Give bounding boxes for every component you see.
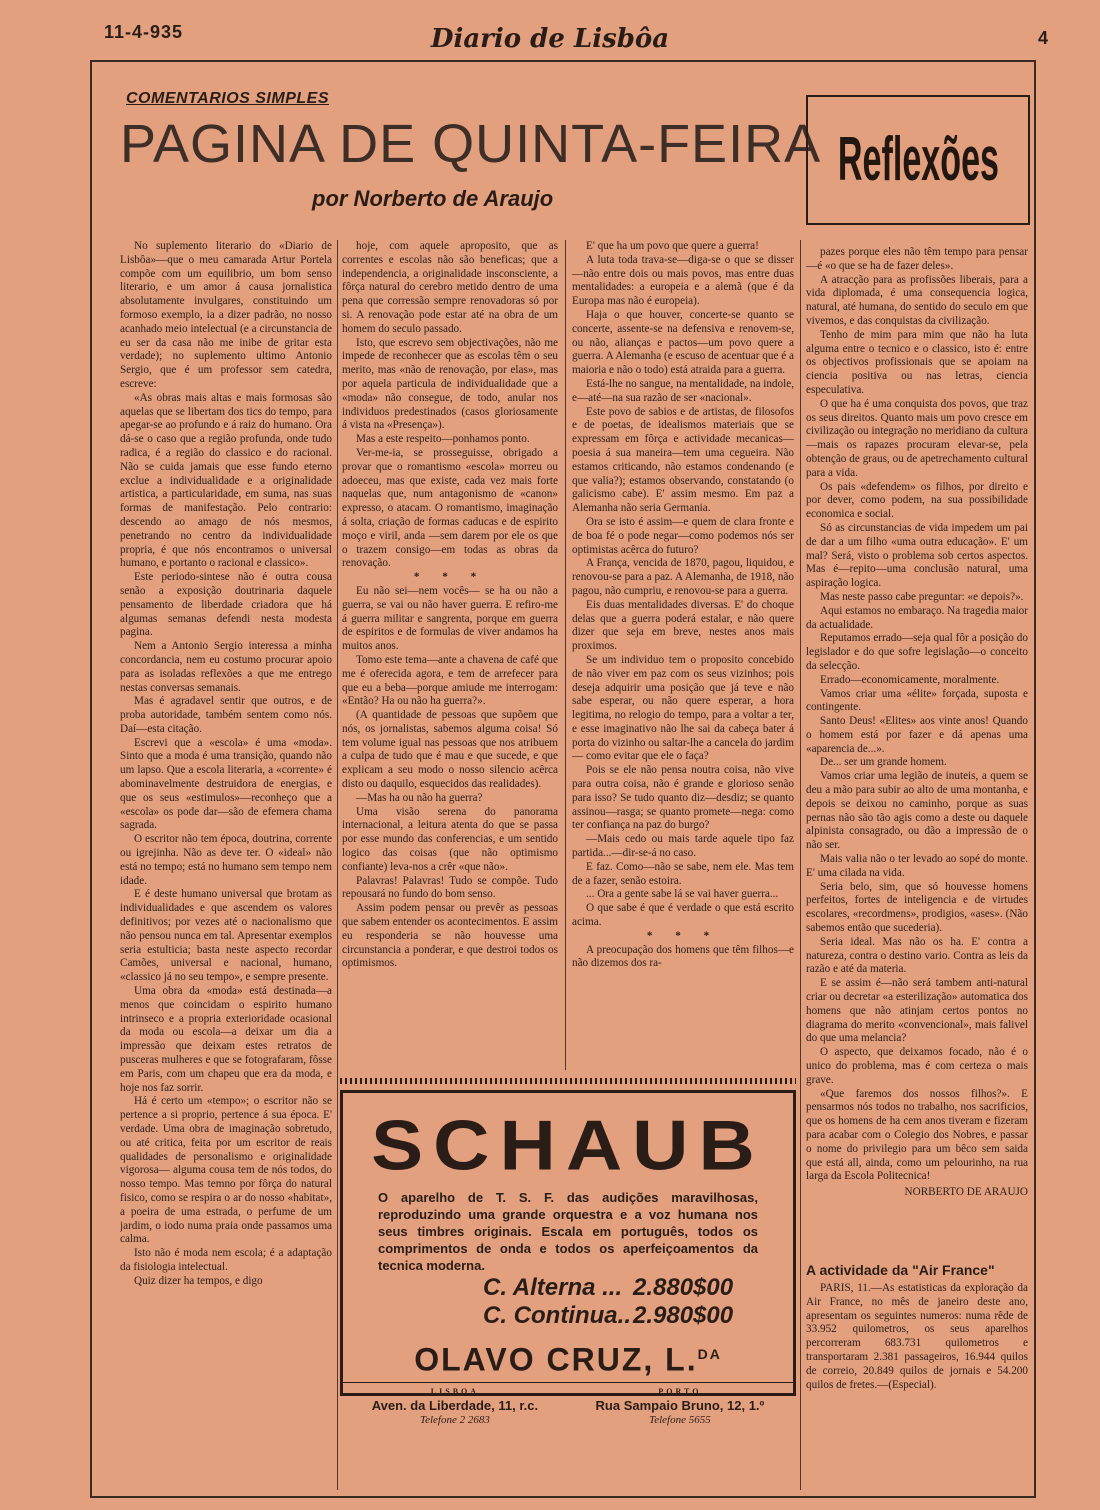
article-paragraph: —Mas ha ou não ha guerra? bbox=[356, 791, 483, 804]
article-paragraph: Mas é agradavel sentir que outros, e de proba autoridade, também sentem como nós. Daí—esta citação. bbox=[120, 695, 332, 735]
article-paragraph: Há é certo um «tempo»; o escritor não se pertence a si proprio, pertence á sua época. E' verdade. Uma obra de imaginação sobretudo, ou até critica, feita por um escritor de reais qualidades de personalismo e originalidade vigorosa— alguma cousa tem de nós todos, do nosso tempo. Mas temno por fôrça do natural fisico, como se respira o ar do nosso «habitat», a poeira de uma estrada, o perfume de um jardim, o iodo numa praia onde passamos uma calma. bbox=[120, 1095, 332, 1246]
article-paragraph: Ver-me-ia, se prosseguisse, obrigado a provar que o romantismo «escola» morreu ou adoeceu, mas que existe, cada vez mais forte naquelas que, num antagonismo de «canon» expresso, o atacam. O romantismo, imaginação á solta, criação de formas caducas e de espirito moço e viril, anda —sem darem por ele os que o trazem consigo—em todas as obras da renovação. bbox=[342, 446, 558, 570]
article-paragraph: Isto não é moda nem escola; é a adaptação da fisiologia intelectual. bbox=[120, 1247, 332, 1273]
article-paragraph: Isto, que escrevo sem objectivações, não me impede de reconhecer que as escolas têm o seu merito, mas «não de renovação, por elas», mas por aquela particula de individualidade que a «moda» não consegue, de todo, anular nos individuos predestinados (casos gloriosamente á vista na «Presença»). bbox=[342, 336, 558, 432]
advert-border-rule bbox=[340, 1078, 796, 1084]
article-paragraph: Está-lhe no sangue, na mentalidade, na indole, e—até—na sua razão de ser «nacional». bbox=[572, 377, 794, 404]
article-paragraph: Eis duas mentalidades diversas. E' do choque delas que a guerra poderá estalar, e não quere dizer que seja em breve, nestes anos mais proximos. bbox=[572, 598, 794, 653]
column-rule bbox=[800, 240, 801, 1490]
news-brief-title: A actividade da "Air France" bbox=[806, 1262, 995, 1278]
issue-date: 11-4-935 bbox=[104, 22, 184, 42]
address-porto: PORTO Rua Sampaio Bruno, 12, 1.º Telefone 5655 bbox=[595, 1386, 765, 1426]
advert-brand: SCHAUB bbox=[371, 1105, 765, 1185]
article-headline: PAGINA DE QUINTA-FEIRA bbox=[120, 114, 822, 174]
newspaper-title: Diario de Lisbôa bbox=[430, 24, 670, 54]
article-paragraph: «As obras mais altas e mais formosas são aquelas que se libertam dos tics do tempo, para apegar-se ao profundo e á raiz do humano. Ora dá-se o caso que a região profunda, onde tudo radica, é a região do classico e do racional. Não se cuida jamais que esse fundo eterno exclue a individualidade e a originalidade artistica, a particularidade, em suma, nas suas formas de manifestação. Pelo contrario: descendo ao amago de nós mesmos, penetrando no centro da individualidade propria, é que nós encontramos o universal humano, e portanto o racional e classico». bbox=[120, 391, 332, 570]
article-paragraph: Haja o que houver, concerte-se quanto se concerte, assente-se na defensiva e renovem-se, ou não, alianças e pactos—um povo quere a guerra. A Alemanha (e escuso de acentuar que é a maioria e não o todo) está atraida para a guerra. bbox=[572, 308, 794, 377]
article-paragraph: Seria ideal. Mas não os ha. E' contra a natureza, contra o destino vario. Contra as leis da razão e até da materia. bbox=[806, 935, 1028, 976]
section-tag: COMENTARIOS SIMPLES bbox=[126, 90, 329, 107]
price-label: C. Continua.. bbox=[483, 1302, 631, 1329]
news-brief-text: PARIS, 11.—As estatisticas da exploração da Air France, no mês de janeiro deste ano, apresentam os seguintes numeros: numa rêde de 33.952 quilometros, os seus aparelhos percorreram 683.731 quilometros e transportaram 2.381 passageiros, 16.944 quilos de correio, 20.849 quilos de jornais e 54.200 quilos de fretes.—(Especial). bbox=[806, 1282, 1028, 1391]
article-paragraph: O que sabe é que é verdade o que está escrito acima. bbox=[572, 902, 794, 929]
advert-addresses bbox=[343, 1382, 793, 1427]
article-paragraph: Escrevi que a «escola» é uma «moda». Sinto que a moda é uma transição, quando não um lapso. Que a escola literaria, a «corrente» é abominavelmente destruidora de energias, e que os seus «estimulos»—reconheço que a «escola» os pode dar—são de efemera chama sagrada. bbox=[120, 736, 332, 832]
article-paragraph: A luta toda trava-se—diga-se o que se disser—não entre dois ou mais povos, mas entre duas mentalidades: a europeia e a alemã (que é da Europa mas não é europeia). bbox=[572, 253, 794, 308]
article-paragraph: Este povo de sabios e de artistas, de filosofos e de poetas, de idealismos materiais que se expressam em fôrça e actividade mecanicas— poesia á sua maneira—tem uma cegueira. Não estamos criticando, não estamos condenando (e que valia?); estamos observando, constatando (o galicismo cabe). E' assim mesmo. Em paz a Alemanha não seria Germania. bbox=[572, 405, 794, 515]
advert-price-alterna bbox=[343, 1274, 793, 1302]
article-paragraph: Reputamos errado—seja qual fôr a posição do legislador e do que sofre legislação—o conceito da selecção. bbox=[806, 632, 1028, 672]
page-number: 4 bbox=[1038, 28, 1049, 48]
article-paragraph: Santo Deus! «Elites» aos vinte anos! Quando o homem está por fazer e dá apenas uma «aparencia de...». bbox=[806, 715, 1028, 755]
article-paragraph: A atracção para as profissões liberais, para a vida diplomada, é uma consequencia logica, natural, até humana, do sentido do seculo em que vivemos, e das conquistas da civilização. bbox=[806, 273, 1028, 327]
article-paragraph: Vamos criar uma «élite» forçada, suposta e contingente. bbox=[806, 687, 1028, 714]
article-paragraph: Eu não sei—nem vocês— se ha ou não a guerra, se vai ou não haver guerra. E refiro-me á guerra militar e sangrenta, porque em guerra de espiritos e de formulas de viver andamos ha muitos anos. bbox=[342, 584, 558, 653]
article-paragraph: E faz. Como—não se sabe, nem ele. Mas tem de a fazer, senão estoira. bbox=[572, 860, 794, 887]
article-paragraph: Tomo este tema—ante a chavena de café que me é oferecida agora, e tem de arrefecer para que eu a beba—porque amiude me interrogam: «Então? Ha ou não ha guerra?». bbox=[342, 653, 558, 708]
article-paragraph: * * * bbox=[413, 571, 487, 584]
article-paragraph: E' que ha um povo que quere a guerra! bbox=[586, 240, 759, 252]
price-label: C. Alterna ... bbox=[483, 1274, 623, 1301]
article-paragraph: ... Ora a gente sabe lá se vai haver guerra... bbox=[586, 888, 779, 901]
article-paragraph: Tenho de mim para mim que não ha luta alguma entre o tecnico e o classico, isto é: entre os objectivos profissionais que se apoiam na ciencia positiva ou nas letras, ciencia especulativa. bbox=[806, 328, 1028, 396]
article-paragraph: Pois se ele não pensa noutra coisa, não vive para outra coisa, não é grande e glorioso senão para isso? Se tudo quanto diz—desdiz; se quanto assinou—rasga; se quanto promete—nega: como ter confiança na paz do burgo? bbox=[572, 764, 794, 832]
article-paragraph: No suplemento literario do «Diario de Lisbôa»—que o meu camarada Artur Portela compõe com um equilibrio, um bom senso literario, e um amor á causa jornalistica absolutamente invulgares, constituindo um formoso exemplo, ia a dizer padrão, no nosso acanhado meio intelectual (e a circunstancia de eu ser da casa não me inibe de gritar esta verdade); no suplemento ultimo Antonio Sergio, que é um professor sem catedra, escreve: bbox=[120, 240, 332, 390]
article-paragraph: Seria belo, sim, que só houvesse homens perfeitos, fortes de inteligencia e de virtudes escolares, «recordmens», prodigios, «ases». (Não sabemos então que sucederia). bbox=[806, 880, 1028, 935]
article-paragraph: —Mais cedo ou mais tarde aquele tipo faz partida...—dir-se-á no caso. bbox=[572, 833, 794, 860]
author-signature: NORBERTO DE ARAUJO bbox=[904, 1186, 1028, 1199]
article-paragraph: E é deste humano universal que brotam as individualidades e que ascendem os valores definitivos; por vezes até o nacionalismo que não pensou nunca em tal. Apresentar exemplos seria estulticia; basta neste aspecto recordar Camões, universal e nacional, humano, «classico já no seu tempo», e sempre presente. bbox=[120, 888, 332, 984]
article-paragraph: Este periodo-sintese não é outra cousa senão a exposição doutrinaria daquele pensamento de liberdade criadora que há algumas semanas defendi nesta modesta pagina. bbox=[120, 571, 332, 639]
article-paragraph: Ora se isto é assim—e quem de clara fronte e de boa fé o pode negar—como podemos nós ser optimistas acêrca do futuro? bbox=[572, 515, 794, 556]
reflexoes-box bbox=[806, 95, 1030, 225]
price-value: 2.880$00 bbox=[633, 1274, 734, 1301]
masthead bbox=[0, 0, 1100, 56]
article-paragraph: pazes porque eles não têm tempo para pensar—é «o que se ha de fazer deles». bbox=[806, 246, 1028, 272]
article-paragraph: Se um individuo tem o proposito concebido de não viver em paz com os seus vizinhos; pois deseja adquirir uma posição que já teve e não sabe esperar, ou não quere esperar, a hora legitima, no relogio do tempo, para a voltar a ter, e esse imaginativo não lhe sai da cabeça bater á porta do vizinho ou saltar-lhe a cancela do jardim— como evitar que ele o faça? bbox=[572, 653, 794, 763]
article-paragraph: Quiz dizer ha tempos, e digo bbox=[134, 1274, 263, 1287]
article-paragraph: Assim podem pensar ou prevêr as pessoas que sabem entender os acontecimentos. E assim eu responderia se não houvesse uma circunstancia a ponderar, e que destroi todos os optimismos. bbox=[342, 902, 558, 970]
article-paragraph: Nem a Antonio Sergio interessa a minha concordancia, nem eu costumo procurar apoio para as isoladas reflexões a que me entrego nestas conversas semanais. bbox=[120, 640, 332, 694]
advert-dealer: OLAVO CRUZ, L.$^{DA}$ bbox=[414, 1341, 722, 1378]
column-rule bbox=[565, 240, 566, 1070]
article-column-4 bbox=[806, 246, 1028, 1250]
article-paragraph: Aqui estamos no embaraço. Na tragedia maior da actualidade. bbox=[806, 604, 1028, 631]
article-paragraph: * * * bbox=[646, 929, 720, 942]
article-paragraph: Mas a este respeito—ponhamos ponto. bbox=[356, 433, 530, 446]
article-column-1 bbox=[120, 240, 332, 1486]
address-lisboa: LISBOA Aven. da Liberdade, 11, r.c. Telefone 2 2683 bbox=[371, 1386, 539, 1426]
advert-price-continua bbox=[343, 1302, 793, 1330]
advert-text: O aparelho de T. S. F. das audições maravilhosas, reproduzindo uma grande orquestra e a voz humana nos seus timbres originais. Escala em português, todos os comprimentos de onda e todos os aperfeiçoamentos da tecnica moderna. bbox=[378, 1190, 758, 1273]
article-byline: por Norberto de Araujo bbox=[312, 186, 554, 211]
reflexoes-title: Reflexões bbox=[837, 125, 999, 194]
article-paragraph: «Que faremos dos nossos filhos?». E pensarmos nós todos no trabalho, nos sacrificios, que os homens de ha cem anos tiveram e fizeram para acabar com o Colegio dos Nobres, e passar o nome do privilegio para um bêco sem saida que está all, ainda, como um pelourinho, na rua larga da Escola Politecnica! bbox=[806, 1087, 1028, 1183]
article-paragraph: De... ser um grande homem. bbox=[820, 756, 947, 769]
article-paragraph: Mais valia não o ter levado ao sopé do monte. E' uma cilada na vida. bbox=[806, 853, 1028, 879]
article-paragraph: A França, vencida de 1870, pagou, liquidou, e renovou-se para a paz. A Alemanha, de 1918, não pagou, não cumpriu, e renovou-se para a guerra. bbox=[572, 557, 794, 597]
article-paragraph: A preocupação dos homens que têm filhos—e não dizemos dos ra- bbox=[572, 943, 794, 970]
article-column-2 bbox=[342, 240, 558, 1070]
article-paragraph: (A quantidade de pessoas que supõem que nós, os jornalistas, sabemos alguma coisa! Só tem volume igual nas pessoas que nos atribuem a culpa de tudo que é mau e que sucede, e que explicam a seu modo o nosso silencio acêrca disto ou daquilo, esquecidos das realidades). bbox=[342, 709, 558, 791]
article-paragraph: Os pais «defendem» os filhos, por direito e por dever, como podem, na sua possibilidade economica e social. bbox=[806, 480, 1028, 521]
article-paragraph: Uma obra da «moda» está destinada—a menos que coincidam o espirito humano intrinseco e a propria exterioridade ocasional da moda ou escola—a deixar um dia a impressão que deixam estes retratos de pusceras mulheres e que se fotografaram, fôsse em Paris, com um chapeu que era da moda, e hoje nos faz sorrir. bbox=[120, 985, 332, 1094]
news-brief-body bbox=[806, 1282, 1028, 1492]
article-paragraph: O escritor não tem época, doutrina, corrente ou igrejinha. Não as deve ter. O «ideal» não está no tempo; está no humano sem tempo nem idade. bbox=[120, 833, 332, 887]
article-paragraph: Mas neste passo cabe preguntar: «e depois?». bbox=[820, 590, 1024, 603]
article-paragraph: Uma visão serena do panorama internacional, a leitura atenta do que se passa por esse mundo das conferencias, e um sentido logico das coisas (que não optimismo confiante) leva-nos a crêr «que não». bbox=[342, 805, 558, 873]
article-paragraph: Errado—economicamente, moralmente. bbox=[820, 673, 1000, 686]
schaub-advert bbox=[340, 1090, 796, 1426]
article-paragraph: Vamos criar uma legião de inuteis, a quem se deu a mão para subir ao alto de uma montanha, e depois se deixou no caminho, porque as suas pernas não são tão agis como a deste ou daquele alpinista consagrado, ou dão a impressão de o não ser. bbox=[806, 770, 1028, 852]
price-value: 2.980$00 bbox=[633, 1302, 734, 1329]
article-paragraph: hoje, com aquele aproposito, que as correntes e escolas não são beneficas; que a independencia, a originalidade insconsciente, a fôrça natural do cerebro metido dentro de uma pena que corressão sempre renovadoras só por si. A renovação pode estar até na obra de um homem do seculo passado. bbox=[342, 240, 558, 335]
article-paragraph: Só as circunstancias de vida impedem um pai de dar a um filho «uma outra educação». E' um mal? Será, visto o problema sob certos aspectos. Mas é—repito—uma conclusão natural, uma aspiração logica. bbox=[806, 521, 1028, 590]
column-rule bbox=[337, 240, 338, 1490]
article-paragraph: O que ha é uma conquista dos povos, que traz os seus direitos. Quanto mais um povo cresce em civilização ou integração no meridiano da cultura—mais os rapazes procuram elevar-se, pela obtenção de graus, ou de apetrechamento cultural para a vida. bbox=[806, 397, 1028, 479]
article-paragraph: E se assim é—não será tambem anti-natural criar ou decretar «a esterilização» automatica dos homens que não atinjam certos pontos no diagrama do merito «convencional», mais falivel do que uma melancia? bbox=[806, 977, 1028, 1045]
article-paragraph: O aspecto, que deixamos focado, não é o unico do problema, mas é com certeza o mais grave. bbox=[806, 1046, 1028, 1086]
article-paragraph: Palavras! Palavras! Tudo se compõe. Tudo repousará no fundo do bom senso. bbox=[342, 874, 558, 901]
article-column-3 bbox=[572, 240, 794, 1070]
